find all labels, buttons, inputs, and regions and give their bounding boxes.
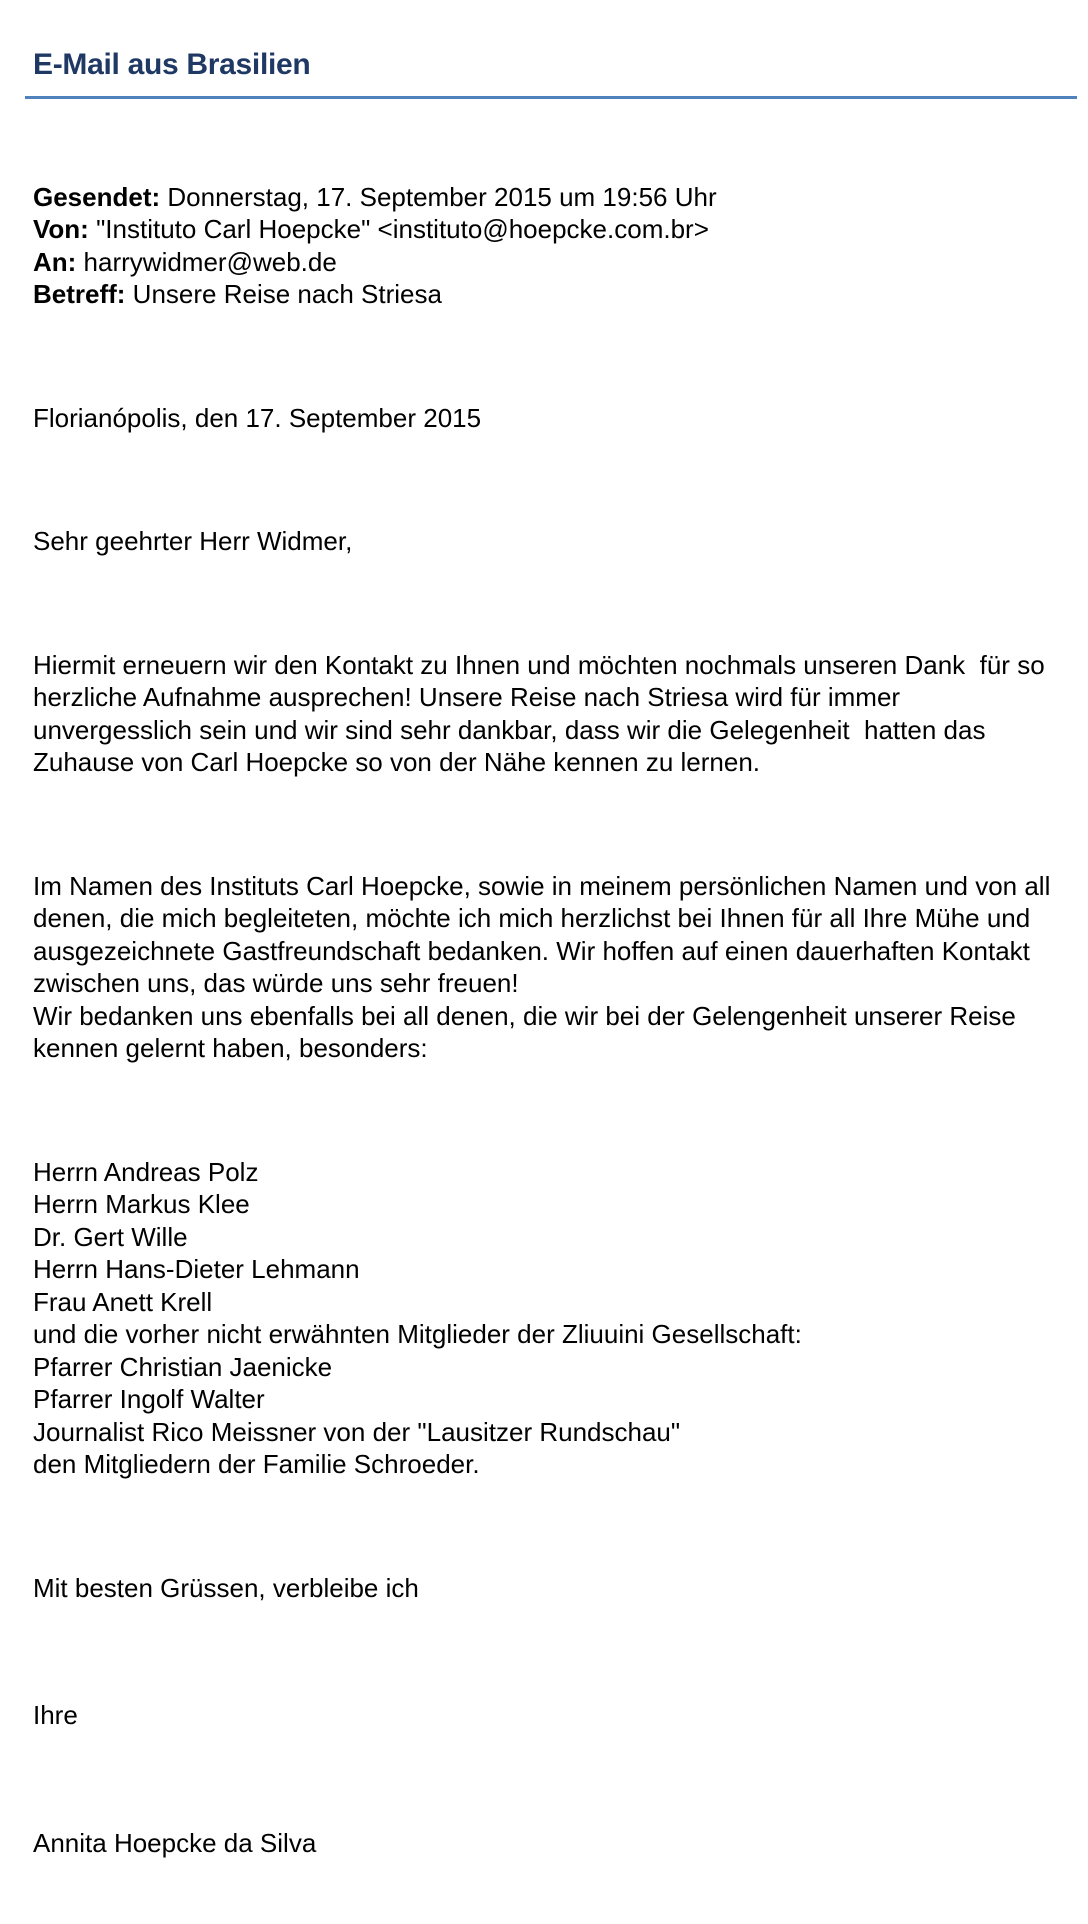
- email-content: [33, 116, 1082, 1924]
- header-value: "Instituto Carl Hoepcke" <instituto@hoepcke.com.br>: [89, 214, 709, 244]
- valediction: Ihre: [33, 1699, 1082, 1732]
- page-title: E-Mail aus Brasilien: [33, 48, 1088, 83]
- email-headers: [33, 181, 1082, 311]
- names-list: [33, 1156, 1082, 1481]
- closing: Mit besten Grüssen, verbleibe ich: [33, 1572, 1082, 1605]
- title-rule: [25, 96, 1077, 99]
- text-line: Pfarrer Ingolf Walter: [33, 1383, 1082, 1416]
- text-line: Pfarrer Christian Jaenicke: [33, 1351, 1082, 1384]
- header-label: Betreff:: [33, 279, 125, 309]
- text-line: Hiermit erneuern wir den Kontakt zu Ihnen und möchten nochmals unseren Dank für so: [33, 649, 1082, 682]
- header-value: Donnerstag, 17. September 2015 um 19:56 Uhr: [160, 182, 716, 212]
- dateline: Florianópolis, den 17. September 2015: [33, 402, 1082, 435]
- text-line: Zuhause von Carl Hoepcke so von der Nähe kennen zu lernen.: [33, 746, 1082, 779]
- text-line: denen, die mich begleiteten, möchte ich mich herzlichst bei Ihnen für all Ihre Mühe und: [33, 902, 1082, 935]
- text-line: Herrn Andreas Polz: [33, 1156, 1082, 1189]
- text-line: unvergesslich sein und wir sind sehr dankbar, dass wir die Gelegenheit hatten das: [33, 714, 1082, 747]
- header-line: [33, 213, 1082, 246]
- header-value: Unsere Reise nach Striesa: [125, 279, 441, 309]
- text-line: Wir bedanken uns ebenfalls bei all denen, die wir bei der Gelengenheit unserer Reise: [33, 1000, 1082, 1033]
- text-line: Im Namen des Instituts Carl Hoepcke, sowie in meinem persönlichen Namen und von all: [33, 870, 1082, 903]
- signature: Annita Hoepcke da Silva: [33, 1827, 1082, 1860]
- header-line: [33, 181, 1082, 214]
- header-value: harrywidmer@web.de: [76, 247, 336, 277]
- text-line: Dr. Gert Wille: [33, 1221, 1082, 1254]
- paragraph-2: [33, 870, 1082, 1065]
- header-label: Gesendet:: [33, 182, 160, 212]
- text-line: zwischen uns, das würde uns sehr freuen!: [33, 967, 1082, 1000]
- text-line: den Mitgliedern der Familie Schroeder.: [33, 1448, 1082, 1481]
- salutation: Sehr geehrter Herr Widmer,: [33, 525, 1082, 558]
- text-line: Herrn Hans-Dieter Lehmann: [33, 1253, 1082, 1286]
- header-label: An:: [33, 247, 76, 277]
- text-line: ausgezeichnete Gastfreundschaft bedanken. Wir hoffen auf einen dauerhaften Kontakt: [33, 935, 1082, 968]
- paragraph-1: [33, 649, 1082, 779]
- header-line: [33, 246, 1082, 279]
- text-line: Herrn Markus Klee: [33, 1188, 1082, 1221]
- header-line: [33, 278, 1082, 311]
- text-line: Journalist Rico Meissner von der "Lausitzer Rundschau": [33, 1416, 1082, 1449]
- text-line: herzliche Aufnahme ausprechen! Unsere Reise nach Striesa wird für immer: [33, 681, 1082, 714]
- text-line: und die vorher nicht erwähnten Mitglieder der Zliuuini Gesellschaft:: [33, 1318, 1082, 1351]
- text-line: kennen gelernt haben, besonders:: [33, 1032, 1082, 1065]
- header-label: Von:: [33, 214, 89, 244]
- text-line: Frau Anett Krell: [33, 1286, 1082, 1319]
